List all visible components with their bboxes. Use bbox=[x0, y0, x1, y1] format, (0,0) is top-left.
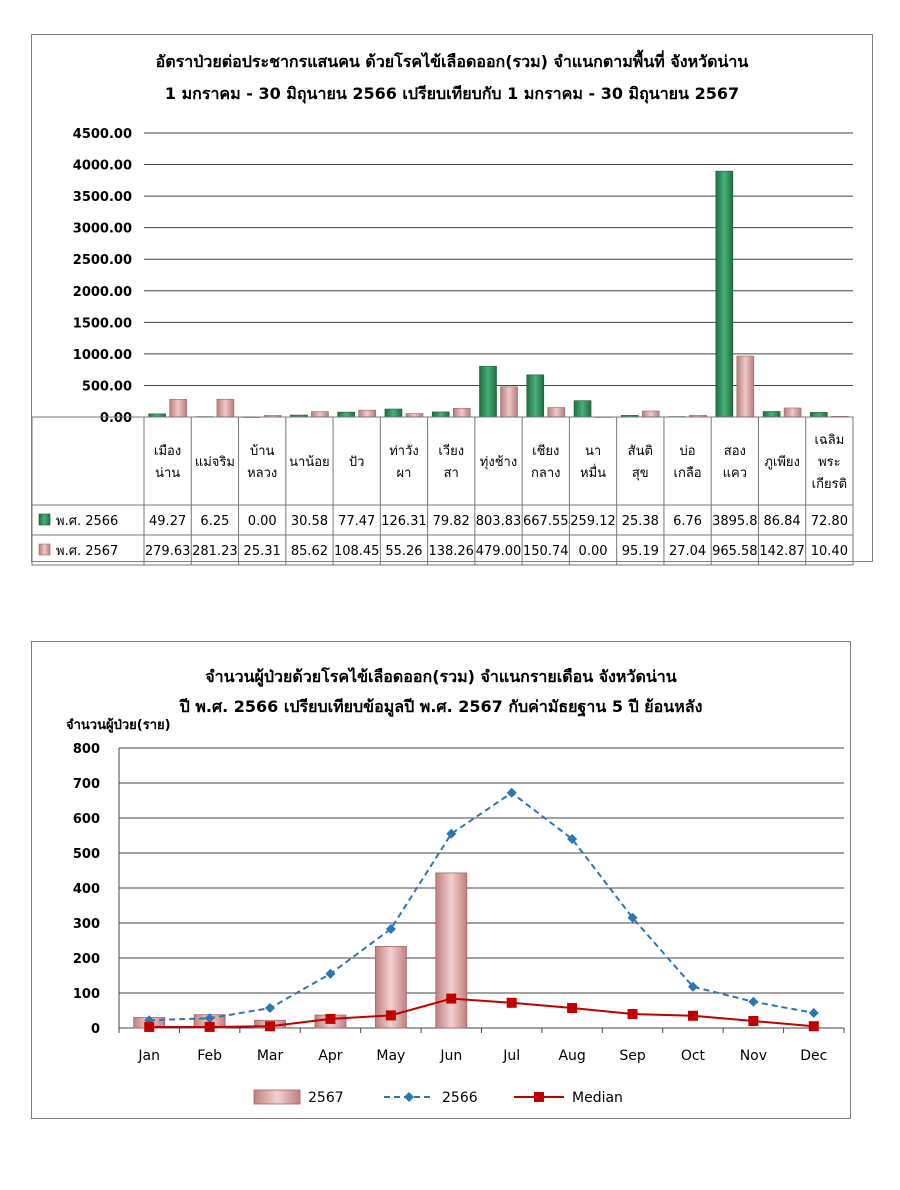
y-tick-label: 500.00 bbox=[81, 379, 132, 395]
data-cell: 281.23 bbox=[192, 544, 238, 559]
data-cell: 126.31 bbox=[381, 514, 427, 529]
category-label: สันติ bbox=[627, 444, 653, 459]
y-axis-title: จำนวนผู้ป่วย(ราย) bbox=[66, 718, 171, 733]
marker-median bbox=[628, 1009, 638, 1019]
y-tick-label: 600 bbox=[72, 812, 100, 827]
data-cell: 965.58 bbox=[712, 544, 758, 559]
bar-2567 bbox=[311, 412, 328, 417]
legend-label-median: Median bbox=[572, 1090, 623, 1106]
category-label: บ้าน bbox=[249, 444, 275, 459]
legend-label-2566: 2566 bbox=[442, 1090, 478, 1106]
data-cell: 95.19 bbox=[621, 544, 659, 559]
data-cell: 142.87 bbox=[759, 544, 805, 559]
data-cell: 49.27 bbox=[149, 514, 187, 529]
category-label: บ่อ bbox=[679, 444, 696, 459]
bar-2566 bbox=[527, 375, 544, 417]
data-cell: 79.82 bbox=[432, 514, 470, 529]
category-label: น่าน bbox=[155, 466, 181, 481]
data-cell: 150.74 bbox=[523, 544, 569, 559]
marker-2566 bbox=[507, 788, 517, 798]
x-tick-label: May bbox=[376, 1048, 406, 1064]
y-tick-label: 3000.00 bbox=[72, 221, 132, 237]
bar-2567 bbox=[170, 399, 187, 417]
y-tick-label: 0.00 bbox=[99, 411, 132, 426]
category-label: แม่จริม bbox=[194, 455, 235, 470]
marker-median bbox=[688, 1011, 698, 1021]
monthly-chart-panel bbox=[31, 641, 851, 1119]
monthly-cases-line-chart bbox=[32, 642, 850, 1118]
y-tick-label: 3500.00 bbox=[72, 190, 132, 206]
marker-2566 bbox=[748, 997, 758, 1007]
x-tick-label: Feb bbox=[197, 1048, 223, 1064]
category-label: ภูเพียง bbox=[764, 455, 800, 470]
chart2-title-line1: จำนวนผู้ป่วยด้วยโรคไข้เลือดออก(รวม) จำแนกรายเดือน จังหวัดน่าน bbox=[205, 667, 677, 686]
category-label: แคว bbox=[722, 466, 748, 481]
bar-2567 bbox=[642, 411, 659, 417]
data-cell: 72.80 bbox=[810, 514, 848, 529]
data-cell: 27.04 bbox=[668, 544, 707, 559]
x-tick-label: Nov bbox=[739, 1048, 768, 1064]
data-cell: 803.83 bbox=[475, 514, 522, 529]
category-label: เมือง bbox=[154, 444, 182, 459]
data-cell: 259.12 bbox=[570, 514, 616, 529]
x-tick-label: Oct bbox=[680, 1048, 706, 1064]
marker-median bbox=[748, 1016, 758, 1026]
bar-2566 bbox=[480, 366, 497, 417]
marker-median bbox=[386, 1010, 396, 1020]
data-cell: 25.38 bbox=[621, 514, 659, 529]
x-tick-label: Aug bbox=[558, 1048, 586, 1064]
data-cell: 10.40 bbox=[810, 544, 848, 559]
bar-2566 bbox=[763, 412, 780, 417]
bar-2566 bbox=[716, 171, 733, 417]
x-tick-label: Jun bbox=[440, 1048, 463, 1064]
y-tick-label: 400 bbox=[72, 882, 100, 897]
data-cell: 85.62 bbox=[290, 544, 329, 559]
x-tick-label: Jul bbox=[503, 1048, 521, 1064]
category-label: นา bbox=[584, 444, 602, 459]
category-label: นาน้อย bbox=[289, 455, 330, 470]
legend-swatch-2567 bbox=[254, 1090, 300, 1104]
legend-marker-median bbox=[534, 1092, 544, 1102]
y-tick-label: 0 bbox=[90, 1022, 100, 1037]
legend-label-2567: 2567 bbox=[308, 1090, 344, 1106]
data-cell: 30.58 bbox=[290, 514, 329, 529]
bar-2567 bbox=[406, 414, 423, 417]
data-cell: 138.26 bbox=[428, 544, 474, 559]
y-tick-label: 2500.00 bbox=[72, 253, 132, 269]
data-cell: 108.45 bbox=[333, 544, 380, 559]
bar-2567 bbox=[548, 407, 565, 417]
data-cell: 279.63 bbox=[144, 544, 191, 559]
category-label: สา bbox=[443, 466, 459, 481]
category-label: กลาง bbox=[531, 466, 561, 481]
y-tick-label: 1000.00 bbox=[72, 347, 132, 363]
category-label: เฉลิม bbox=[814, 433, 845, 448]
data-cell: 0.00 bbox=[247, 514, 277, 529]
category-label: เวียง bbox=[438, 444, 465, 459]
bar-2566 bbox=[385, 409, 402, 417]
x-tick-label: Mar bbox=[256, 1048, 284, 1064]
bar-2567 bbox=[359, 410, 376, 417]
data-table-border bbox=[32, 417, 853, 565]
data-cell: 86.84 bbox=[763, 514, 801, 529]
marker-median bbox=[265, 1021, 275, 1031]
data-cell: 6.76 bbox=[673, 514, 703, 529]
bar-2567 bbox=[453, 408, 470, 417]
legend-swatch-2567 bbox=[39, 544, 50, 555]
data-cell: 55.26 bbox=[385, 544, 423, 559]
marker-2566 bbox=[325, 969, 335, 979]
chart2-title-line2: ปี พ.ศ. 2566 เปรียบเทียบข้อมูลปี พ.ศ. 2567 กับค่ามัธยฐาน 5 ปี ย้อนหลัง bbox=[179, 697, 703, 716]
series-name: พ.ศ. 2566 bbox=[56, 514, 119, 529]
category-label: เกลือ bbox=[673, 466, 702, 481]
category-label: เชียง bbox=[532, 444, 560, 459]
y-tick-label: 500 bbox=[72, 847, 100, 862]
marker-median bbox=[567, 1003, 577, 1013]
marker-median bbox=[144, 1022, 154, 1032]
data-cell: 6.25 bbox=[200, 514, 230, 529]
y-tick-label: 100 bbox=[72, 987, 100, 1002]
category-label: หลวง bbox=[247, 466, 278, 481]
area-rate-bar-chart bbox=[32, 35, 872, 561]
chart1-title-line1: อัตราป่วยต่อประชากรแสนคน ด้วยโรคไข้เลือดออก(รวม) จำแนกตามพื้นที่ จังหวัดน่าน bbox=[155, 52, 749, 71]
y-tick-label: 700 bbox=[72, 777, 100, 792]
line-2566 bbox=[149, 793, 814, 1021]
x-tick-label: Dec bbox=[800, 1048, 828, 1064]
category-label: ปัว bbox=[348, 455, 365, 470]
legend-swatch-2566 bbox=[39, 514, 50, 525]
data-cell: 3895.8 bbox=[712, 514, 758, 529]
area-chart-panel bbox=[31, 34, 873, 562]
bar-2566 bbox=[574, 401, 591, 417]
category-label: สุข bbox=[631, 466, 649, 481]
bar-2567 bbox=[737, 356, 754, 417]
marker-median bbox=[809, 1021, 819, 1031]
y-tick-label: 4500.00 bbox=[72, 127, 132, 142]
line-median bbox=[149, 999, 814, 1027]
marker-median bbox=[507, 998, 517, 1008]
category-label: หมื่น bbox=[580, 466, 607, 481]
category-label: เกียรติ bbox=[811, 477, 848, 492]
y-tick-label: 300 bbox=[72, 917, 100, 932]
y-tick-label: 800 bbox=[72, 742, 100, 757]
category-label: สอง bbox=[723, 444, 746, 459]
chart1-title-line2: 1 มกราคม - 30 มิถุนายน 2566 เปรียบเทียบกับ 1 มกราคม - 30 มิถุนายน 2567 bbox=[164, 84, 740, 103]
data-cell: 479.00 bbox=[475, 544, 522, 559]
data-cell: 667.55 bbox=[523, 514, 569, 529]
series-name: พ.ศ. 2567 bbox=[56, 544, 119, 559]
category-label: ท่าวัง bbox=[389, 444, 419, 459]
marker-2566 bbox=[809, 1008, 819, 1018]
data-cell: 77.47 bbox=[338, 514, 376, 529]
y-tick-label: 4000.00 bbox=[72, 158, 132, 174]
y-tick-label: 2000.00 bbox=[72, 284, 132, 300]
y-tick-label: 1500.00 bbox=[72, 316, 132, 332]
x-tick-label: Apr bbox=[318, 1048, 343, 1064]
bar-2567 bbox=[784, 408, 801, 417]
bar-2567 bbox=[436, 873, 467, 1028]
category-label: พระ bbox=[818, 455, 841, 470]
bar-2567 bbox=[217, 399, 234, 417]
x-tick-label: Sep bbox=[619, 1048, 646, 1064]
data-cell: 25.31 bbox=[243, 544, 281, 559]
y-tick-label: 200 bbox=[72, 952, 100, 967]
marker-median bbox=[205, 1022, 215, 1032]
x-tick-label: Jan bbox=[138, 1048, 161, 1064]
legend-marker-2566 bbox=[404, 1092, 414, 1102]
marker-2566 bbox=[265, 1003, 275, 1013]
marker-median bbox=[325, 1014, 335, 1024]
bar-2566 bbox=[338, 412, 355, 417]
bar-2566 bbox=[432, 412, 449, 417]
category-label: ผา bbox=[396, 466, 412, 481]
marker-median bbox=[446, 994, 456, 1004]
bar-2566 bbox=[810, 412, 827, 417]
category-label: ทุ่งช้าง bbox=[479, 455, 518, 470]
data-cell: 0.00 bbox=[578, 544, 608, 559]
bar-2567 bbox=[501, 387, 518, 417]
